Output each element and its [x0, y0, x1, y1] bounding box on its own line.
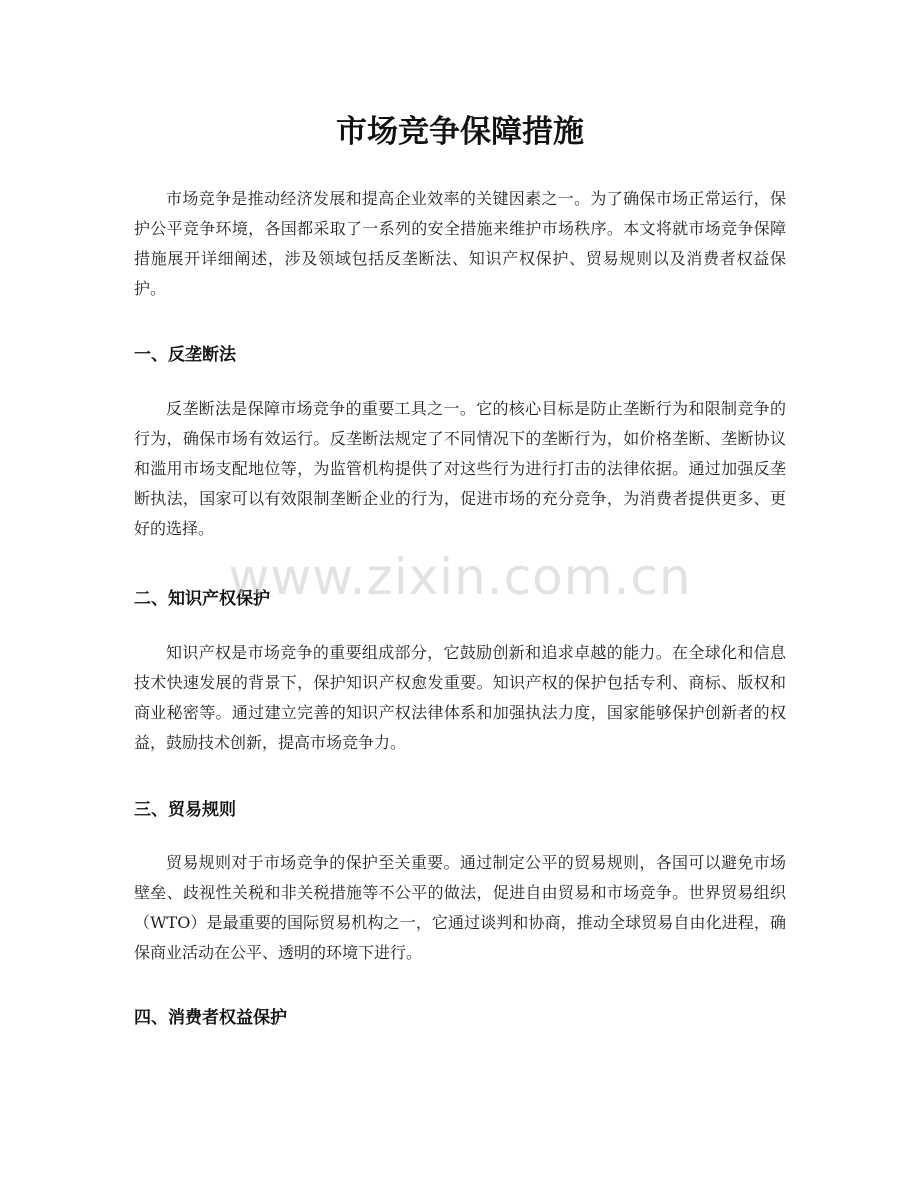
intro-paragraph: 市场竞争是推动经济发展和提高企业效率的关键因素之一。为了确保市场正常运行，保护公平竞争环境，各国都采取了一系列的安全措施来维护市场秩序。本文将就市场竞争保障措施展开详细阐述，涉及领域包括反垄断法、知识产权保护、贸易规则以及消费者权益保护。: [134, 189, 786, 298]
section-heading-ip: 二、知识产权保护: [134, 589, 270, 609]
section-heading-antitrust: 一、反垄断法: [134, 345, 236, 365]
section-body-trade: 贸易规则对于市场竞争的保护至关重要。通过制定公平的贸易规则，各国可以避免市场壁垒、歧视性关税和非关税措施等不公平的做法，促进自由贸易和市场竞争。世界贸易组织（WTO）是最重要的国际贸易机构之一，它通过谈判和协商，推动全球贸易自由化进程，确保商业活动在公平、透明的环境下进行。: [134, 853, 786, 962]
section-heading-consumer: 四、消费者权益保护: [134, 1008, 287, 1028]
section-body-ip: 知识产权是市场竞争的重要组成部分，它鼓励创新和追求卓越的能力。在全球化和信息技术快速发展的背景下，保护知识产权愈发重要。知识产权的保护包括专利、商标、版权和商业秘密等。通过建立完善的知识产权法律体系和加强执法力度，国家能够保护创新者的权益，鼓励技术创新，提高市场竞争力。: [134, 643, 786, 752]
document-title: 市场竞争保障措施: [336, 114, 584, 150]
section-body-antitrust: 反垄断法是保障市场竞争的重要工具之一。它的核心目标是防止垄断行为和限制竞争的行为，确保市场有效运行。反垄断法规定了不同情况下的垄断行为，如价格垄断、垄断协议和滥用市场支配地位等，为监管机构提供了对这些行为进行打击的法律依据。通过加强反垄断执法，国家可以有效限制垄断企业的行为，促进市场的充分竞争，为消费者提供更多、更好的选择。: [134, 399, 786, 538]
watermark: www.zixin.com.cn: [228, 548, 692, 606]
section-heading-trade: 三、贸易规则: [134, 800, 236, 820]
